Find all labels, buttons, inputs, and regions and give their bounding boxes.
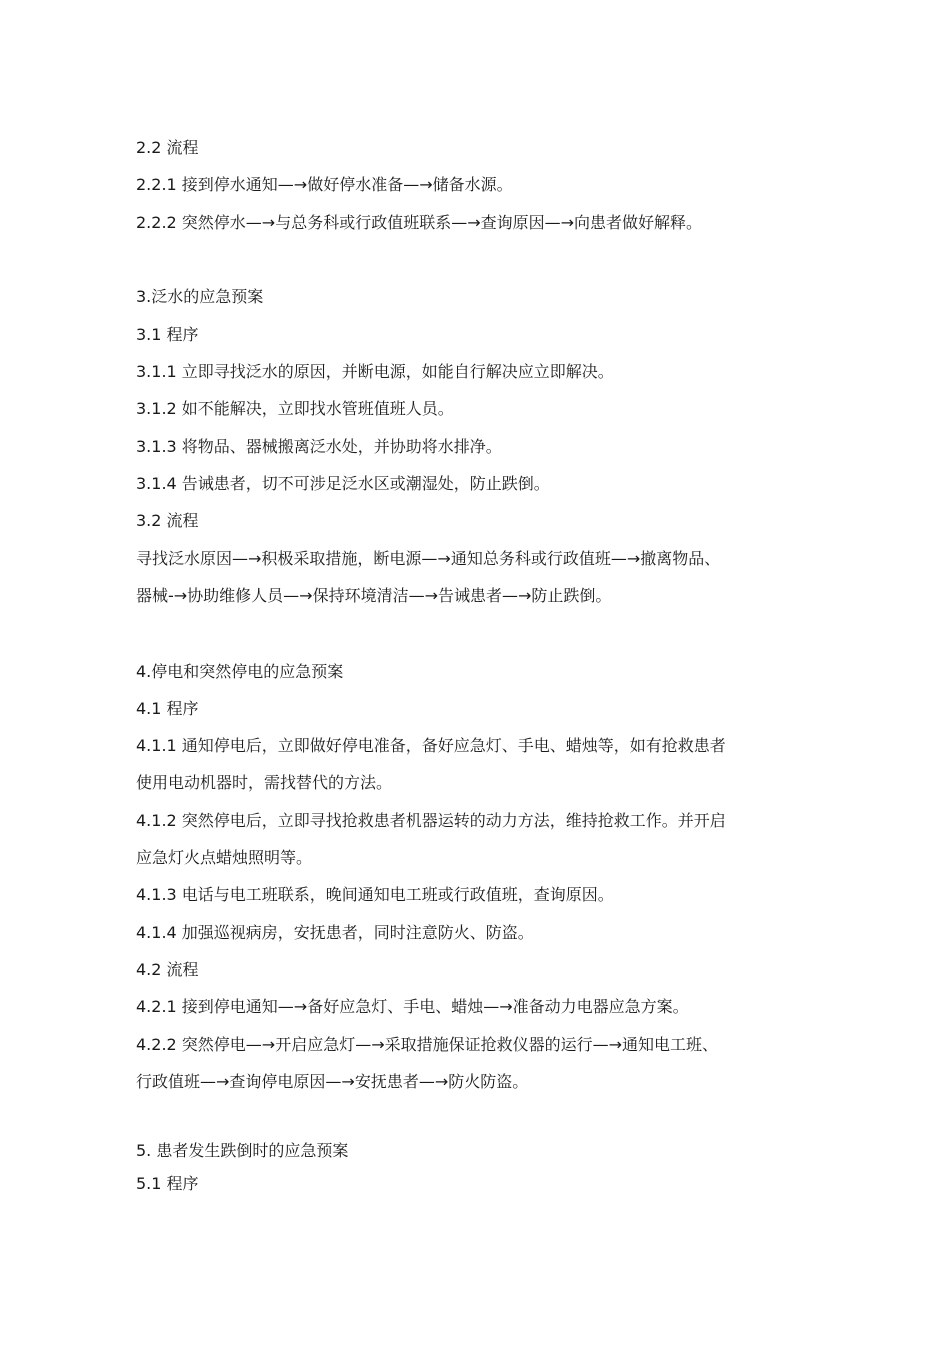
section-heading: 3.1 程序 — [136, 325, 199, 344]
paragraph-line: 4.1.4 加强巡视病房，安抚患者，同时注意防火、防盗。 — [136, 923, 534, 942]
paragraph-line: 4.1.3 电话与电工班联系，晚间通知电工班或行政值班，查询原因。 — [136, 885, 614, 904]
paragraph-line: 使用电动机器时，需找替代的方法。 — [136, 773, 393, 792]
section-heading: 4.1 程序 — [136, 699, 199, 718]
paragraph-line: 3.1.1 立即寻找泛水的原因，并断电源，如能自行解决应立即解决。 — [136, 362, 614, 381]
paragraph-line: 3.1.3 将物品、器械搬离泛水处，并协助将水排净。 — [136, 437, 502, 456]
section-heading: 4.2 流程 — [136, 960, 199, 979]
paragraph-line: 器械-→协助维修人员—→保持环境清洁—→告诫患者—→防止跌倒。 — [136, 586, 612, 605]
paragraph-line: 4.2.2 突然停电—→开启应急灯—→采取措施保证抢救仪器的运行—→通知电工班、 — [136, 1035, 719, 1054]
paragraph-line: 3.1.4 告诫患者，切不可涉足泛水区或潮湿处，防止跌倒。 — [136, 474, 550, 493]
paragraph-line: 2.2.2 突然停水—→与总务科或行政值班联系—→查询原因—→向患者做好解释。 — [136, 213, 703, 232]
paragraph-line: 3.1.2 如不能解决，立即找水管班值班人员。 — [136, 399, 454, 418]
section-heading: 5. 患者发生跌倒时的应急预案 — [136, 1141, 349, 1160]
paragraph-line: 4.2.1 接到停电通知—→备好应急灯、手电、蜡烛—→准备动力电器应急方案。 — [136, 997, 689, 1016]
section-heading: 5.1 程序 — [136, 1174, 199, 1193]
section-heading: 2.2 流程 — [136, 138, 199, 157]
section-heading: 3.泛水的应急预案 — [136, 287, 264, 306]
paragraph-line: 寻找泛水原因—→积极采取措施，断电源—→通知总务科或行政值班—→撤离物品、 — [136, 549, 721, 568]
paragraph-line: 4.1.2 突然停电后，立即寻找抢救患者机器运转的动力方法，维持抢救工作。并开启 — [136, 811, 726, 830]
paragraph-line: 2.2.1 接到停水通知—→做好停水准备—→储备水源。 — [136, 175, 513, 194]
section-heading: 4.停电和突然停电的应急预案 — [136, 662, 344, 681]
paragraph-line: 应急灯火点蜡烛照明等。 — [136, 848, 313, 867]
paragraph-line: 行政值班—→查询停电原因—→安抚患者—→防火防盗。 — [136, 1072, 529, 1091]
paragraph-line: 4.1.1 通知停电后，立即做好停电准备，备好应急灯、手电、蜡烛等，如有抢救患者 — [136, 736, 726, 755]
section-heading: 3.2 流程 — [136, 511, 199, 530]
